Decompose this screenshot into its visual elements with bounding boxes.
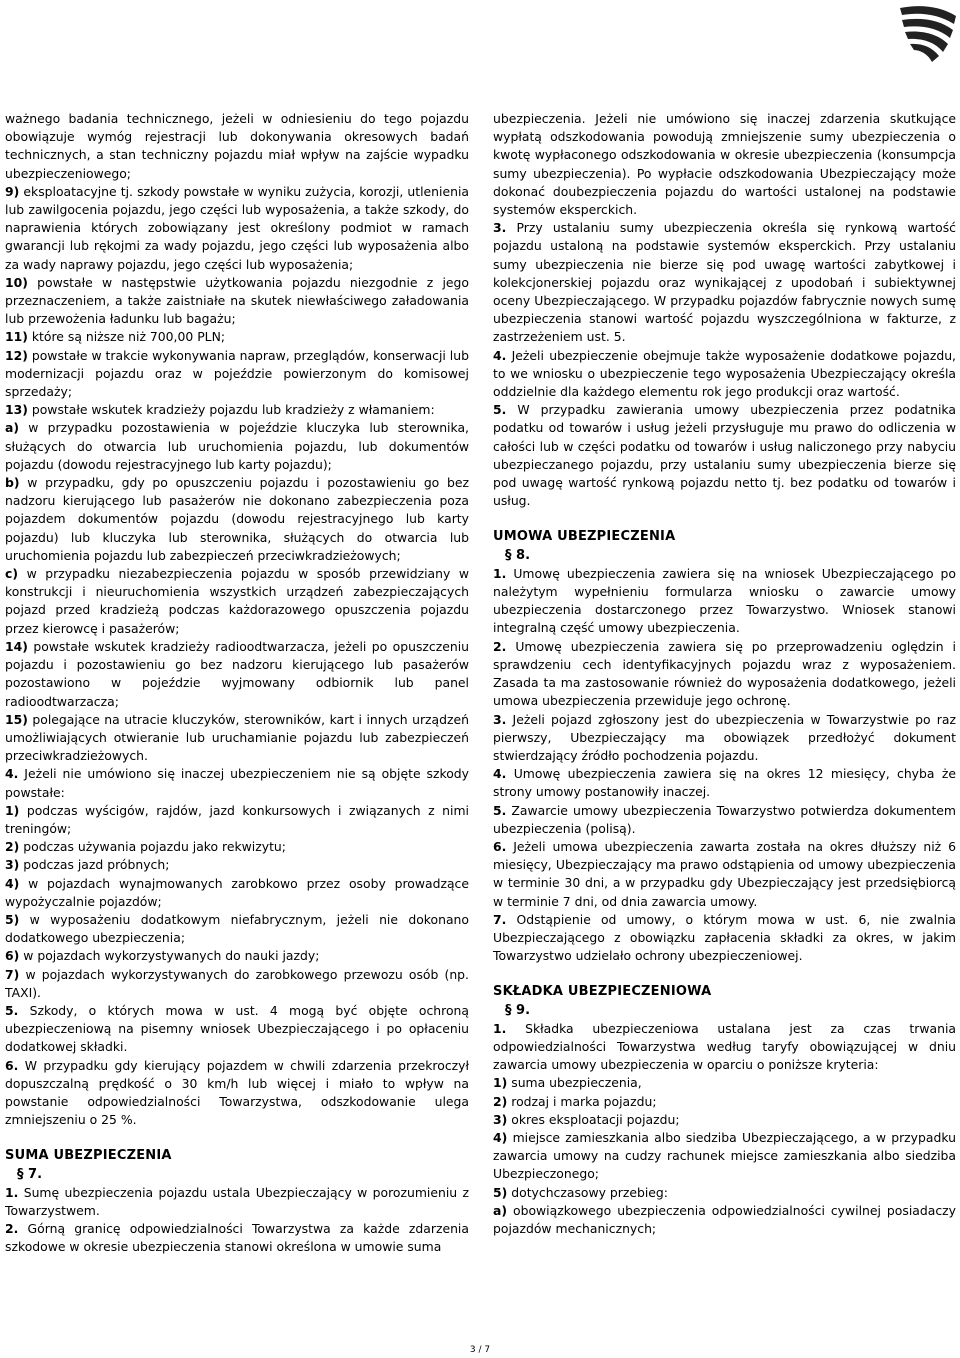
clause-paragraph [5,328,469,346]
clause-number: 5) [493,1184,508,1200]
clause-text: powstałe w następstwie użytkowania pojazdu niezgodnie z jego przeznaczeniem, a także zaistniałe na skutek niewłaściwego załadowania lub przewożenia ładunku lub bagażu; [5,274,469,327]
clause-paragraph [5,765,469,801]
clause-text: podczas wyścigów, rajdów, jazd konkursowych i związanych z nimi treningów; [5,802,469,836]
clause-paragraph [5,838,469,856]
clause-text: Jeżeli pojazd zgłoszony jest do ubezpieczenia w Towarzystwie po raz pierwszy, Ubezpieczający ma obowiązek przedłożyć dokument stwierdzający źródło pochodzenia pojazdu. [493,711,956,763]
clause-paragraph [493,1111,956,1129]
clause-paragraph [5,183,469,274]
clause-text: podczas używania pojazdu jako rekwizytu; [23,839,286,855]
clause-number: 7) [5,966,20,982]
clause-number: 5) [5,911,20,927]
clause-paragraph [493,1129,956,1184]
section-heading: SUMA UBEZPIECZENIA [5,1148,172,1164]
clause-number: 11) [5,329,28,345]
clause-number: 6. [493,838,507,854]
clause-text: rodzaj i marka pojazdu; [511,1093,657,1109]
clause-paragraph [493,401,956,510]
clause-text: podczas jazd próbnych; [23,857,170,873]
clause-text: w przypadku niezabezpieczenia pojazdu w sposób przewidziany w konstrukcji i nieuruchomienia wszystkich urządzeń zabezpieczających pojazd przed kradzieżą podczas każdorazowego opuszczenia pojazdu przez kierowcę i pasażerów; [5,566,469,636]
clause-text: polegające na utracie kluczyków, sterowników, kart i innych urządzeń umożliwiających otwieranie lub uruchamianie pojazdu lub zabezpieczeń przeciwkradzieżowych. [5,711,469,764]
right-column [493,110,956,1238]
clause-text: powstałe wskutek kradzieży pojazdu lub kradzieży z włamaniem: [31,402,435,418]
section-number: § 8. [505,547,531,563]
clause-number: 1. [493,565,507,581]
clause-paragraph [5,875,469,911]
clause-text: suma ubezpieczenia, [511,1075,642,1091]
clause-number: 13) [5,402,28,418]
clause-paragraph [5,1220,469,1256]
clause-text: w pojazdach wykorzystywanych do zarobkowego przewozu osób (np. TAXI). [5,966,469,1000]
clause-text: Jeżeli nie umówiono się inaczej ubezpieczeniem nie są objęte szkody powstałe: [5,766,469,800]
clause-text: W przypadku gdy kierujący pojazdem w chwili zdarzenia przekroczył dopuszczalną prędkość o 30 km/h lub więcej i miało to wpływ na powstanie odpowiedzialności Towarzystwa, odszkodowanie ulega zmniejszeniu o 25 %. [5,1057,469,1128]
clause-number: 7. [493,911,507,927]
clause-number: 5. [493,802,507,818]
clause-text: powstałe wskutek kradzieży radioodtwarzacza, jeżeli po opuszczeniu pojazdu i pozostawieniu go bez nadzoru kierującego lub pasażerów pozostawiono w pojeździe wyjmowany odbiornik lub panel radioodtwarzacza; [5,638,469,709]
clause-text: okres eksploatacji pojazdu; [511,1111,680,1127]
clause-number: 1. [493,1020,507,1036]
clause-paragraph [493,1202,956,1238]
clause-paragraph [5,711,469,766]
clause-number: 4. [493,347,507,363]
clause-paragraph [493,838,956,911]
clause-paragraph [493,1093,956,1111]
clause-number: a) [493,1202,508,1218]
clause-paragraph [493,765,956,801]
clause-text: w przypadku pozostawienia w pojeździe kluczyka lub sterownika, służących do otwarcia lub uruchomienia pojazdu, lub dokumentów pojazdu (dowodu rejestracyjnego lub karty pojazdu); [5,420,469,472]
clause-paragraph [5,911,469,947]
clause-text: Sumę ubezpieczenia pojazdu ustala Ubezpieczający w porozumieniu z Towarzystwem. [5,1184,469,1218]
clause-text: miejsce zamieszkania albo siedziba Ubezpieczającego, a w przypadku zawarcia umowy na cudzy rachunek miejsce zamieszkania albo siedziba Ubezpieczonego; [493,1129,956,1182]
clause-text: Umowę ubezpieczenia zawiera się po przeprowadzeniu oględzin i sprawdzeniu cech identyfikacyjnych pojazdu wraz z wyposażeniem. Zasada ta ma zastosowanie również do wyposażenia dodatkowego, jeżeli umowa ubezpieczenia przewiduje jego ochronę. [493,638,956,709]
clause-text: Górną granicę odpowiedzialności Towarzystwa za każde zdarzenia szkodowe w okresie ubezpieczenia stanowi określona w umowie suma [5,1221,469,1255]
clause-text: Zawarcie umowy ubezpieczenia Towarzystwo potwierdza dokumentem ubezpieczenia (polisą). [493,802,956,836]
clause-paragraph [5,110,469,183]
clause-paragraph [493,347,956,402]
section-number: § 7. [17,1166,43,1182]
clause-number: 9) [5,183,20,199]
clause-paragraph [5,1057,469,1130]
clause-number: 4. [5,766,19,782]
clause-paragraph [493,1074,956,1092]
clause-text: Składka ubezpieczeniowa ustalana jest za czas trwania odpowiedzialności Towarzystwa według taryfy obowiązującej w dniu zawarcia umowy ubezpieczenia w oparciu o poniższe kryteria: [493,1020,956,1073]
clause-text: Przy ustalaniu sumy ubezpieczenia określa się rynkową wartość pojazdu ustaloną na podstawie systemów eksperckich. Przy ustalaniu sumy ubezpieczenia nie bierze się pod uwagę wartości zabytkowej i kolekcjonerskiej pojazdu oraz wynikającej z upodobań i subiektywnej oceny Ubezpieczającego. W przypadku pojazdów fabrycznie nowych sumę ubezpieczenia stanowi wartość pojazdu wyszczególniona w fakturze, z zastrzeżeniem ust. 5. [493,220,956,345]
clause-paragraph [493,911,956,966]
section-heading: UMOWA UBEZPIECZENIA [493,529,676,545]
section-heading: SKŁADKA UBEZPIECZENIOWA [493,984,712,1000]
clause-text: ubezpieczenia. Jeżeli nie umówiono się inaczej zdarzenia skutkujące wypłatą odszkodowania powodują zmniejszenie sumy ubezpieczenia o kwotę wypłaconego odszkodowania w okresie ubezpieczenia (konsumpcja sumy ubezpieczenia). Po wypłacie odszkodowania Ubezpieczający może dokonać doubezpieczenia pojazdu do wartości ustalonej na podstawie systemów eksperckich. [493,111,956,218]
clause-paragraph [493,219,956,346]
clause-text: które są niższe niż 700,00 PLN; [31,329,226,345]
clause-text: ważnego badania technicznego, jeżeli w odniesieniu do tego pojazdu obowiązuje wymóg rejestracji lub dokonywania okresowych badań technicznych, a stan techniczny pojazdu miał wpływ na zajście wypadku ubezpieczeniowego; [5,111,469,181]
brand-emblem-icon [898,2,958,64]
clause-number: 1) [493,1075,508,1091]
clause-text: w pojazdach wykorzystywanych do nauki jazdy; [23,948,320,964]
clause-number: b) [5,475,20,491]
clause-number: 4. [493,766,507,782]
clause-number: 2) [493,1093,508,1109]
clause-number: 12) [5,347,28,363]
clause-text: Odstąpienie od umowy, o którym mowa w ust. 6, nie zwalnia Ubezpieczającego z obowiązku zapłacenia składki za okres, w jakim Towarzystwo udzielało ochrony ubezpieczeniowej. [493,911,956,964]
clause-paragraph [493,802,956,838]
clause-number: c) [5,566,19,582]
clause-paragraph [5,638,469,711]
clause-paragraph [493,565,956,638]
clause-number: 5. [5,1002,19,1018]
clause-number: 1. [5,1184,19,1200]
clause-paragraph [493,110,956,219]
clause-text: W przypadku zawierania umowy ubezpieczenia przez podatnika podatku od towarów i usług jeżeli przysługuje mu prawo do odliczenia w całości lub w części podatku od towarów i usług naliczonego przy nabyciu ubezpieczanego pojazdu, przy ustalaniu sumy ubezpieczenia bierze się pod uwagę wartość rynkową pojazdu netto tj. bez podatku od towarów i usług. [493,402,956,509]
clause-paragraph [5,947,469,965]
clause-paragraph [493,638,956,711]
clause-number: 5. [493,402,507,418]
clause-number: 3) [5,857,20,873]
clause-number: 3) [493,1111,508,1127]
clause-paragraph [5,802,469,838]
clause-number: 1) [5,802,20,818]
clause-paragraph [5,565,469,638]
clause-paragraph [493,1020,956,1075]
clause-text: powstałe w trakcie wykonywania napraw, przeglądów, konserwacji lub modernizacji pojazdu oraz w pojeździe powierzonym do komisowej sprzedaży; [5,347,469,400]
clause-number: 14) [5,638,28,654]
clause-text: Umowę ubezpieczenia zawiera się na wniosek Ubezpieczającego po należytym wypełnieniu formularza wniosku o zawarcie umowy ubezpieczenia dostarczonego przez Towarzystwo. Wniosek stanowi integralną część umowy ubezpieczenia. [493,565,956,636]
clause-text: Umowę ubezpieczenia zawiera się na okres 12 miesięcy, chyba że strony umowy postanowiły inaczej. [493,766,956,800]
clause-paragraph [5,401,469,419]
clause-paragraph [493,711,956,766]
clause-number: 4) [5,875,20,891]
clause-text: Jeżeli ubezpieczenie obejmuje także wyposażenie dodatkowe pojazdu, to we wniosku o ubezpieczenie tego wyposażenia Ubezpieczający określa oddzielnie dla każdego elementu rok jego produkcji oraz wartość. [493,347,956,400]
section-number: § 9. [505,1002,531,1018]
clause-text: obowiązkowego ubezpieczenia odpowiedzialności cywilnej posiadaczy pojazdów mechanicznych; [493,1202,956,1236]
clause-paragraph [5,966,469,1002]
clause-paragraph [5,856,469,874]
clause-text: w wyposażeniu dodatkowym niefabrycznym, jeżeli nie dokonano dodatkowego ubezpieczenia; [5,911,469,946]
clause-number: 2) [5,839,20,855]
clause-number: 6. [5,1057,19,1073]
clause-text: Jeżeli umowa ubezpieczenia zawarta została na okres dłuższy niż 6 miesięcy, Ubezpieczający ma prawo odstąpienia od umowy ubezpieczenia w terminie 30 dni, a w przypadku gdy Ubezpieczający jest przedsiębiorcą w terminie 7 dni, od dnia zawarcia umowy. [493,838,956,909]
clause-text: Szkody, o których mowa w ust. 4 mogą być objęte ochroną ubezpieczeniową na pisemny wniosek Ubezpieczającego i po opłaceniu dodatkowej składki. [5,1002,469,1055]
clause-number: 2. [5,1221,19,1237]
clause-number: 15) [5,711,28,727]
clause-text: eksploatacyjne tj. szkody powstałe w wyniku zużycia, korozji, utlenienia lub zawilgocenia pojazdu, jego części lub wyposażenia, a także szkody, do naprawienia których zobowiązany jest określony podmiot w ramach gwarancji lub rękojmi za wady pojazdu, jego części lub wyposażenia albo za wady naprawy pojazdu, jego części lub wyposażenia; [5,183,469,272]
clause-paragraph [5,474,469,565]
clause-paragraph [5,1002,469,1057]
clause-number: a) [5,420,20,436]
clause-text: w pojazdach wynajmowanych zarobkowo przez osoby prowadzące wypożyczalnie pojazdów; [5,875,469,909]
page-number: 3 / 7 [469,1345,491,1355]
clause-text: dotychczasowy przebieg: [511,1184,668,1200]
clause-paragraph [5,419,469,474]
clause-text: w przypadku, gdy po opuszczeniu pojazdu i pozostawieniu go bez nadzoru kierującego lub pasażerów nie dokonano zabezpieczenia poza pojazdem dokumentów pojazdu (dowodu rejestracyjnego lub karty pojazdu) lub kluczyka lub sterownika, służących do otwarcia lub uruchomienia pojazdu lub zabezpieczeń przeciwkradzieżowych; [5,475,469,563]
left-column [5,110,469,1257]
clause-paragraph [5,274,469,329]
clause-number: 3. [493,220,507,236]
clause-number: 3. [493,711,507,727]
clause-paragraph [493,1184,956,1202]
clause-paragraph [5,1184,469,1220]
clause-number: 6) [5,948,20,964]
clause-number: 4) [493,1129,508,1145]
clause-number: 2. [493,638,507,654]
clause-number: 10) [5,274,28,290]
clause-paragraph [5,347,469,402]
